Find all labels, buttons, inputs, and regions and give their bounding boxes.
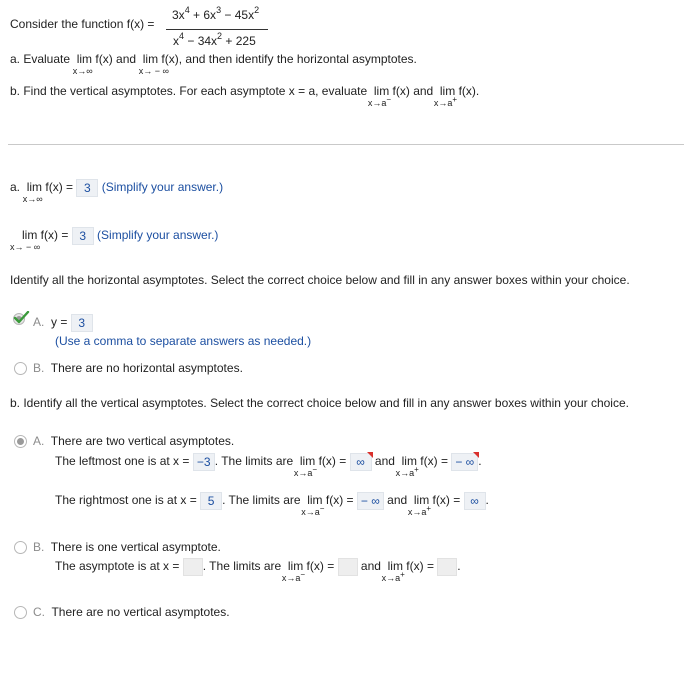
section-divider xyxy=(8,144,684,145)
answer-a-line2: lim x→ − ∞ f(x) = 3 (Simplify your answer.) xyxy=(10,228,219,253)
part-a-statement: a. Evaluate lim x→∞ f(x) and lim x→ − ∞ f(x), and then identify the horizontal asymptotes. xyxy=(10,52,417,76)
leftmost-x-box[interactable]: −3 xyxy=(193,453,215,471)
comma-hint: (Use a comma to separate answers as needed.) xyxy=(55,334,312,348)
incorrect-flag-icon xyxy=(473,452,479,458)
horizontal-choice-a[interactable]: A. y = 3 xyxy=(33,314,93,332)
answer-a-line1: a. lim x→∞ f(x) = 3 (Simplify your answer.) xyxy=(10,180,224,205)
leftmost-lim-minus-box[interactable]: ∞ xyxy=(350,453,372,471)
part-b-statement: b. Find the vertical asymptotes. For each asymptote x = a, evaluate lim x→a− f(x) and lim x→a+ f(x). xyxy=(10,84,480,108)
rightmost-asymptote-line: The rightmost one is at x = 5 . The limits are lim x→a− f(x) = − ∞ and lim x→a+ f(x) = ∞ . xyxy=(55,493,489,518)
rightmost-lim-minus-box[interactable]: − ∞ xyxy=(357,492,384,510)
correct-check-icon xyxy=(12,311,30,326)
vertical-choice-b[interactable]: B. There is one vertical asymptote. xyxy=(33,540,221,554)
horizontal-asymptote-box[interactable]: 3 xyxy=(71,314,93,332)
horizontal-choice-b[interactable]: B. There are no horizontal asymptotes. xyxy=(33,361,243,375)
horizontal-choice-b-radio[interactable] xyxy=(14,362,27,375)
fraction-bar xyxy=(166,29,268,30)
fraction-denominator: $x^4 - 34x^2 + 225$ xyxy=(173,31,256,48)
vertical-choice-c[interactable]: C. There are no vertical asymptotes. xyxy=(33,605,230,619)
leftmost-lim-plus-box[interactable]: − ∞ xyxy=(451,453,478,471)
vertical-choice-b-radio[interactable] xyxy=(14,541,27,554)
rightmost-x-box[interactable]: 5 xyxy=(200,492,222,510)
vertical-choice-a[interactable]: A. There are two vertical asymptotes. xyxy=(33,434,235,448)
vertical-choice-a-radio[interactable] xyxy=(14,435,27,448)
vertical-prompt: b. Identify all the vertical asymptotes. Select the correct choice below and fill in any answer boxes within your choice. xyxy=(10,396,629,410)
simplify-hint-2: (Simplify your answer.) xyxy=(97,228,219,243)
answer-a-limit-neg-inf-box[interactable]: 3 xyxy=(72,227,94,245)
single-lim-plus-box[interactable] xyxy=(437,558,457,576)
incorrect-flag-icon xyxy=(367,452,373,458)
consider-label: Consider the function f(x) = xyxy=(10,17,155,31)
simplify-hint: (Simplify your answer.) xyxy=(101,180,224,195)
single-lim-minus-box[interactable] xyxy=(338,558,358,576)
answer-a-limit-inf-box[interactable]: 3 xyxy=(76,179,98,197)
fraction-numerator: $3x^4 + 6x^3 - 45x^2$ xyxy=(172,5,260,22)
leftmost-asymptote-line: The leftmost one is at x = −3 . The limits are lim x→a− f(x) = ∞ and lim x→a+ f(x) = − ∞ . xyxy=(55,453,482,471)
one-asymptote-line: The asymptote is at x = . The limits are lim x→a− f(x) = and lim x→a+ f(x) = . xyxy=(55,559,461,584)
single-x-box[interactable] xyxy=(183,558,203,576)
vertical-choice-c-radio[interactable] xyxy=(14,606,27,619)
rightmost-lim-plus-box[interactable]: ∞ xyxy=(464,492,486,510)
horizontal-prompt: Identify all the horizontal asymptotes. Select the correct choice below and fill in any answer boxes within your choice. xyxy=(10,273,630,287)
